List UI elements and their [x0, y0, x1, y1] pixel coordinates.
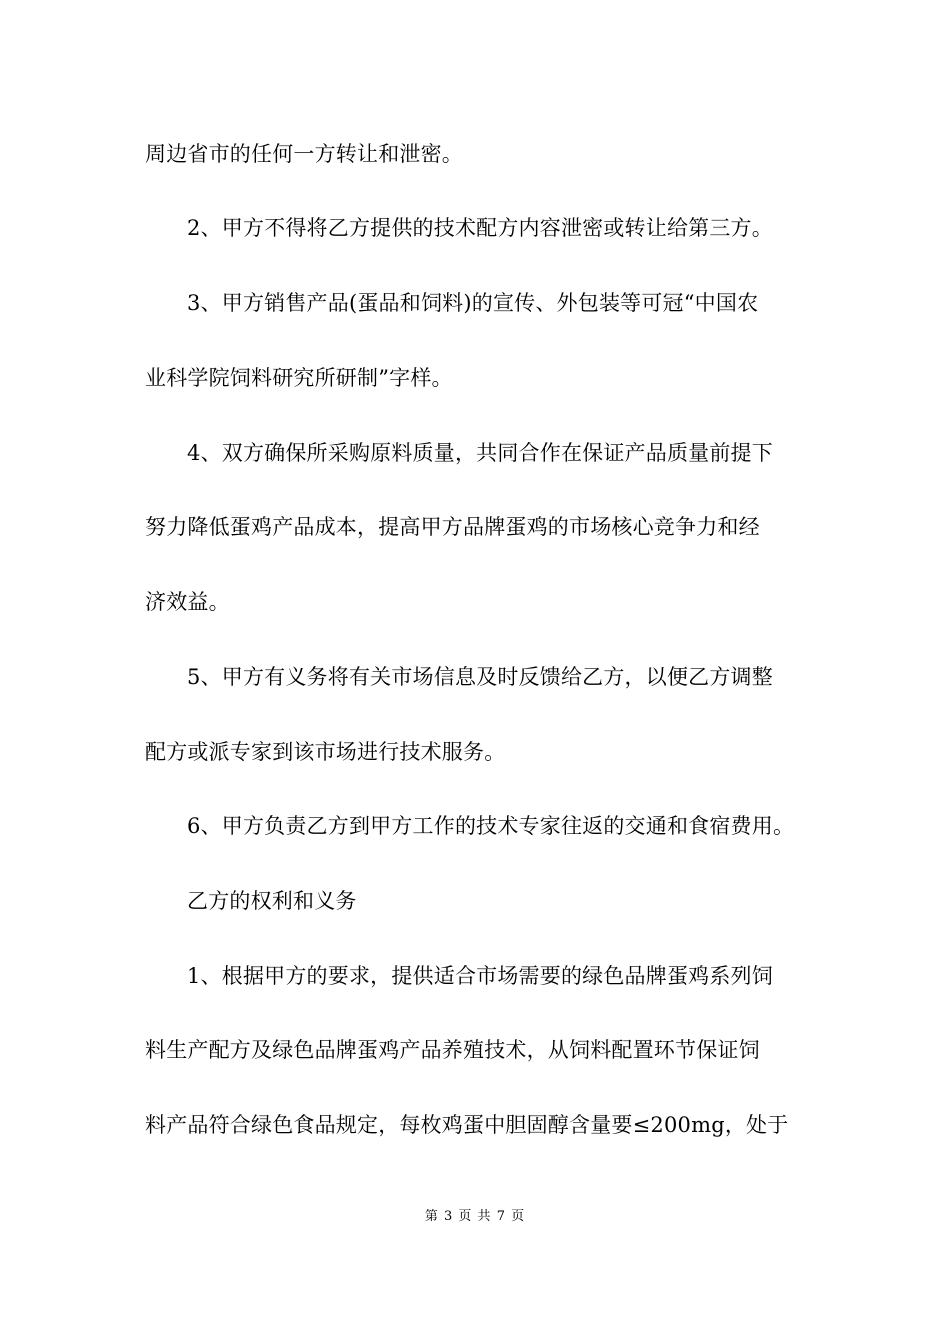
page-number-footer: 第 3 页 共 7 页 [424, 1209, 526, 1224]
text-line-9: 配方或派专家到该市场进行技术服务。 [145, 740, 506, 764]
text-line-10: 6、甲方负责乙方到甲方工作的技术专家往返的交通和食宿费用。 [187, 814, 795, 838]
text-line-1: 周边省市的任何一方转让和泄密。 [145, 142, 463, 166]
text-line-4: 业科学院饲料研究所研制”字样。 [145, 366, 453, 390]
text-line-6: 努力降低蛋鸡产品成本，提高甲方品牌蛋鸡的市场核心竞争力和经 [145, 515, 760, 539]
text-line-14: 料产品符合绿色食品规定，每枚鸡蛋中胆固醇含量要≤200mg，处于 [145, 1113, 789, 1137]
text-line-5: 4、双方确保所采购原料质量，共同合作在保证产品质量前提下 [187, 441, 773, 465]
text-line-13: 料生产配方及绿色品牌蛋鸡产品养殖技术，从饲料配置环节保证饲 [145, 1038, 760, 1062]
text-line-3: 3、甲方销售产品(蛋品和饲料)的宣传、外包装等可冠“中国农 [187, 291, 759, 315]
text-line-12: 1、根据甲方的要求，提供适合市场需要的绿色品牌蛋鸡系列饲 [187, 964, 773, 988]
text-line-2: 2、甲方不得将乙方提供的技术配方内容泄密或转让给第三方。 [187, 216, 773, 240]
section-heading: 乙方的权利和义务 [187, 889, 357, 913]
text-line-7: 济效益。 [145, 590, 230, 614]
text-line-8: 5、甲方有义务将有关市场信息及时反馈给乙方，以便乙方调整 [187, 665, 773, 689]
